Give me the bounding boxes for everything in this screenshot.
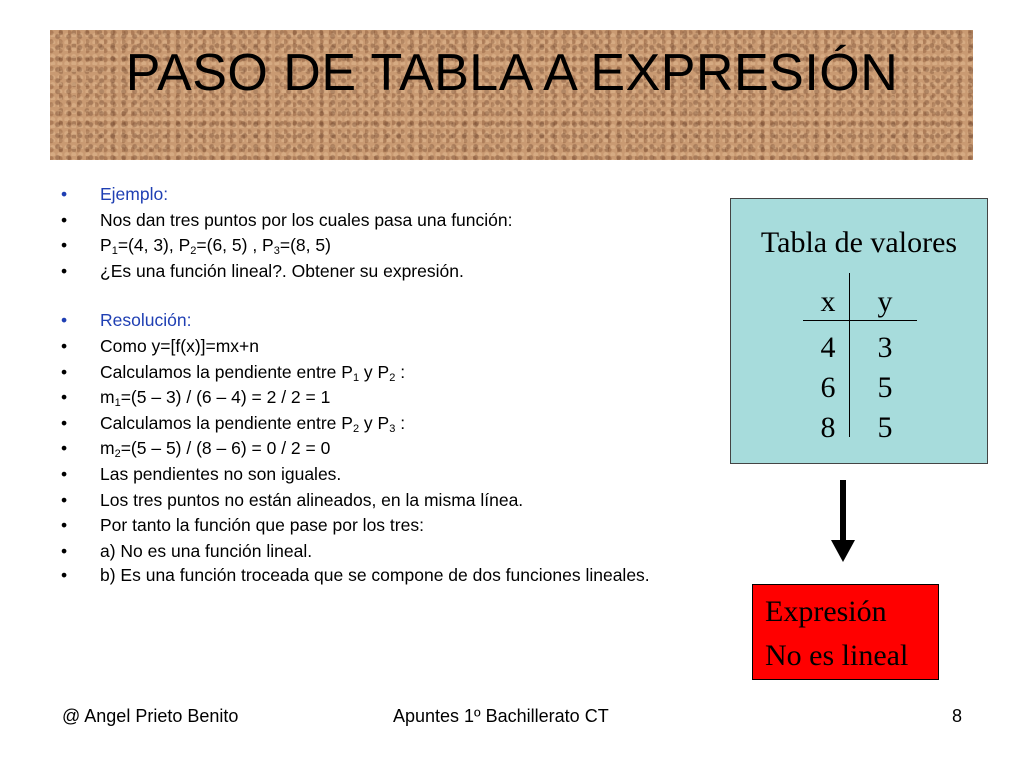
cell-x: 8 xyxy=(820,411,836,444)
bullet-marker: • xyxy=(61,438,68,459)
bullet-item xyxy=(58,182,690,208)
bullet-text: a) No es una función lineal. xyxy=(100,540,313,561)
header-y: y xyxy=(877,285,893,318)
bullet-marker: • xyxy=(61,412,68,433)
bullet-marker: • xyxy=(61,209,68,230)
table-row xyxy=(803,328,917,368)
bullet-marker: • xyxy=(61,310,68,331)
bullet-item xyxy=(58,513,690,539)
down-arrow-icon xyxy=(831,540,855,562)
values-table-title: Tabla de valores xyxy=(760,226,958,259)
bullet-marker: • xyxy=(61,463,68,484)
cell-y: 3 xyxy=(877,331,893,364)
bullet-marker: • xyxy=(61,489,68,510)
bullet-list xyxy=(58,182,690,586)
bullet-text: Calculamos la pendiente entre $P_1$ y $P_2$ : xyxy=(100,361,406,384)
table-row xyxy=(803,368,917,408)
bullet-item xyxy=(58,233,690,259)
values-table xyxy=(803,282,917,448)
bullet-marker: • xyxy=(61,235,68,256)
bullet-item xyxy=(58,564,690,586)
bullet-item xyxy=(58,488,690,514)
bullet-text: Nos dan tres puntos por los cuales pasa una función: xyxy=(100,209,513,230)
bullet-item xyxy=(58,259,690,285)
down-arrow-shaft xyxy=(840,480,846,542)
values-table-box xyxy=(730,198,988,464)
bullet-marker: • xyxy=(61,184,68,204)
footer-page-number: 8 xyxy=(952,706,963,726)
slide-title: PASO DE TABLA A EXPRESIÓN xyxy=(125,44,899,102)
cell-x: 4 xyxy=(820,331,836,364)
bullet-item xyxy=(58,308,690,334)
bullet-marker: • xyxy=(61,260,68,281)
expression-box xyxy=(752,584,939,680)
bullet-text: Calculamos la pendiente entre $P_2$ y $P_3$ : xyxy=(100,412,406,435)
expression-label: Expresión xyxy=(765,595,887,628)
bullet-item xyxy=(58,334,690,360)
bullet-item xyxy=(58,436,690,462)
cell-y: 5 xyxy=(877,371,893,404)
bullet-marker: • xyxy=(61,361,68,382)
table-header-row xyxy=(803,282,917,322)
bullet-text: Los tres puntos no están alineados, en la misma línea. xyxy=(100,489,524,510)
bullet-marker: • xyxy=(61,515,68,536)
bullet-marker: • xyxy=(61,387,68,408)
bullet-text: $m_1=(5 - 3) / (6 - 4) = 2 / 2 = 1$ xyxy=(100,387,331,410)
expression-result: No es lineal xyxy=(765,639,909,672)
header-x: x xyxy=(820,285,836,318)
bullet-item xyxy=(58,539,690,565)
bullet-marker: • xyxy=(61,565,68,586)
bullet-item xyxy=(58,360,690,386)
bullet-text: Las pendientes no son iguales. xyxy=(100,463,342,484)
bullet-marker: • xyxy=(61,540,68,561)
bullet-text: Como y=[f(x)]=mx+n xyxy=(100,335,260,356)
bullet-text: $m_2=(5 - 5) / (8 - 6) = 0 / 2 = 0$ xyxy=(100,438,331,461)
bullet-text: Resolución: xyxy=(100,310,192,331)
bullet-text: Ejemplo: xyxy=(100,184,169,204)
footer-course: Apuntes 1º Bachillerato CT xyxy=(393,706,609,726)
bullet-text: $P_1=(4$, 3), $P_2=(6$, 5) , $P_3=(8$, 5) xyxy=(100,235,331,258)
bullet-text: Por tanto la función que pase por los tres: xyxy=(100,515,424,536)
bullet-item xyxy=(58,208,690,234)
cell-x: 6 xyxy=(820,371,836,404)
table-row xyxy=(803,408,917,448)
bullet-text: ¿Es una función lineal?. Obtener su expresión. xyxy=(100,260,464,281)
footer-author: @ Angel Prieto Benito xyxy=(62,706,239,726)
bullet-item xyxy=(58,385,690,411)
bullet-item xyxy=(58,462,690,488)
cell-y: 5 xyxy=(877,411,893,444)
bullet-item xyxy=(58,411,690,437)
bullet-text: b) Es una función troceada que se compone de dos funciones lineales. xyxy=(100,565,650,586)
bullet-marker: • xyxy=(61,335,68,356)
